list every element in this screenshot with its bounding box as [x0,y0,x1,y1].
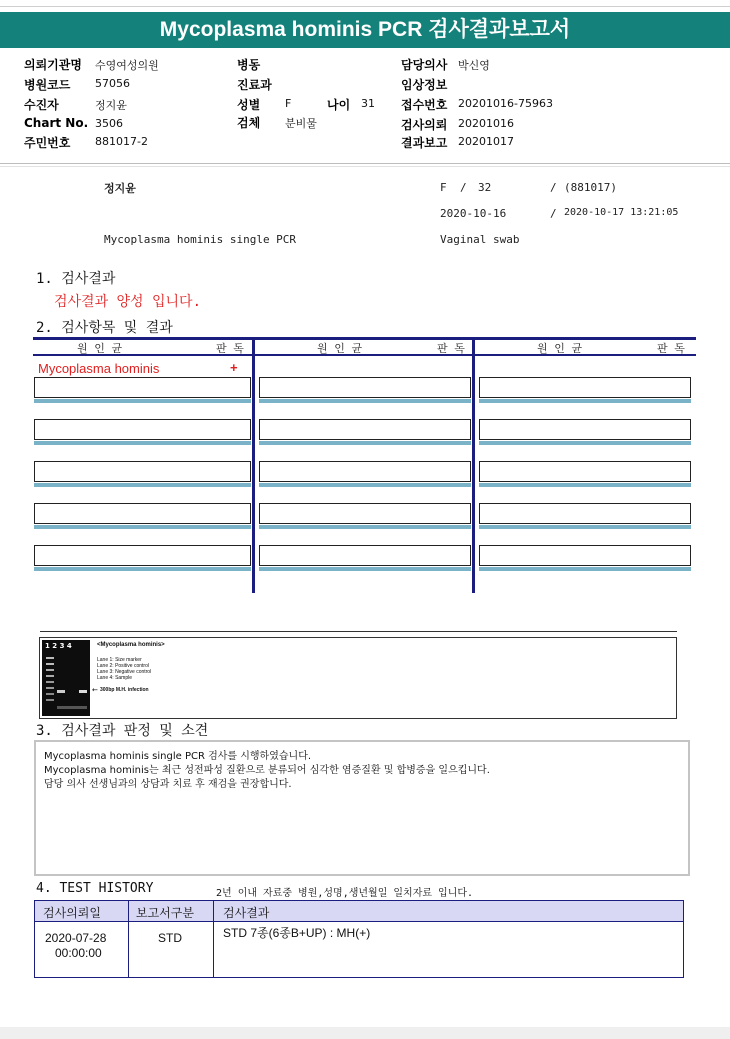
row-bar [479,399,691,403]
result-summary: 검사결과 양성 입니다. [54,294,202,310]
header-divider-2 [0,166,730,167]
row-bar [479,441,691,445]
footer-bar [0,1027,730,1039]
table-row [34,461,251,482]
hospital-code-label: 병원코드 [24,78,71,92]
history-note: 2년 이내 자료중 병원,성명,생년월일 일치자료 입니다. [216,888,474,899]
row-bar [259,441,471,445]
table-row [34,419,251,440]
pathogen-name: Mycoplasma hominis [38,361,160,376]
specimen-type: Vaginal swab [440,233,520,246]
gel-image-box [39,637,677,719]
row-bar [34,567,251,571]
request-date-value: 20201016 [458,117,514,130]
sex-value: F [285,97,292,110]
opinion-line-3: 담당 의사 선생님과의 상담과 치료 후 재검을 권장합니다. [44,779,292,790]
age-value: 31 [361,97,375,110]
receipt-no-value: 20201016-75963 [458,97,553,110]
ladder-band [46,669,54,671]
ladder-band [46,675,54,677]
ladder-band [46,687,54,689]
row-bar [34,399,251,403]
header-divider [0,163,730,164]
clinical-info-label: 임상정보 [401,78,448,92]
history-col-divider-2 [213,901,214,977]
gel-legend-lane-2: Lane 2: Positive control [97,663,149,669]
receipt-no-label: 접수번호 [401,98,448,112]
chart-no-value: 3506 [95,117,123,130]
results-table [33,337,696,595]
positive-band [57,690,65,693]
gel-frame-top-line [40,631,677,632]
hospital-value: 수영여성의원 [95,59,159,72]
table-row [259,503,471,524]
ladder-band [46,699,54,701]
table-row [479,545,691,566]
hospital-label: 의뢰기관명 [24,58,82,72]
table-row [259,377,471,398]
ladder-band [46,657,54,659]
col-header-pathogen-2: 원 인 균 [317,342,363,355]
header-info [0,52,730,160]
patient-label: 수진자 [24,98,59,112]
history-date: 2020-07-28 [45,931,107,945]
col-header-result-3: 판 독 [657,342,685,355]
history-header-row [34,900,684,922]
row-bar [34,525,251,529]
patient-name: 정지윤 [104,182,136,195]
row-bar [479,483,691,487]
table-row [34,503,251,524]
resident-no-label: 주민번호 [24,136,71,150]
slash-1: / [460,181,467,194]
col-header-pathogen-1: 원 인 균 [77,342,123,355]
gel-legend-lane-4: Lane 4: Sample [97,675,133,681]
history-header-date: 검사의뢰일 [43,906,101,920]
patient-value: 정지윤 [95,99,127,112]
column-divider-1 [252,337,255,593]
history-table [34,900,684,978]
primer-band [57,706,87,709]
pathogen-result: + [230,360,238,375]
slash-2: / [550,181,557,194]
table-row [479,503,691,524]
ladder-band [46,681,54,683]
table-top-rule [33,337,696,340]
table-row [259,461,471,482]
specimen-value: 분비물 [285,117,317,130]
report-datetime: 2020-10-17 13:21:05 [564,207,679,218]
table-header-rule [33,354,696,356]
section-1-title: 1. 검사결과 [36,271,116,287]
row-bar [479,567,691,571]
row-bar [259,567,471,571]
patient-age: 32 [478,181,492,194]
patient-sex: F [440,181,447,194]
ladder-band [46,693,54,695]
opinion-line-2: Mycoplasma hominis는 최근 성전파성 질환으로 분류되어 심각한 염증질환 및 합병증을 일으킵니다. [44,765,490,776]
column-divider-2 [472,337,475,593]
hospital-code-value: 57056 [95,77,130,90]
gel-legend-lane-3: Lane 3: Negative control [97,669,152,675]
row-bar [259,525,471,529]
history-time: 00:00:00 [55,946,102,960]
report-date-value: 20201017 [458,135,514,148]
table-row [34,377,251,398]
dept-label: 진료과 [237,78,272,92]
history-type: STD [158,931,182,945]
history-header-type: 보고서구분 [136,906,194,920]
gel-lane-numbers: 1 2 3 4 [45,642,72,650]
table-row [259,419,471,440]
row-bar [479,525,691,529]
doctor-value: 박신영 [458,59,490,72]
col-header-result-2: 판 독 [437,342,465,355]
row-bar [259,399,471,403]
ward-label: 병동 [237,58,261,72]
patient-birth: (881017) [564,181,617,194]
gel-legend-lane-1: Lane 1: Size marker [97,657,142,663]
section-4-title: 4. TEST HISTORY [36,881,154,896]
history-col-divider-1 [128,901,129,977]
request-date-label: 검사의뢰 [401,118,448,132]
row-bar [259,483,471,487]
table-row [34,545,251,566]
table-row [479,461,691,482]
opinion-box [34,740,690,876]
gel-legend-title: <Mycoplasma hominis> [97,642,165,648]
arrow-icon: ← [92,686,98,694]
col-header-pathogen-3: 원 인 균 [537,342,583,355]
report-title: Mycoplasma hominis PCR 검사결과보고서 [0,12,730,48]
table-row [479,377,691,398]
specimen-label: 검체 [237,116,261,130]
top-border [0,6,730,7]
history-result: STD 7종(6종B+UP) : MH(+) [223,926,371,940]
test-name: Mycoplasma hominis single PCR [104,233,297,246]
section-2-title: 2. 검사항목 및 결과 [36,320,173,336]
table-row [259,545,471,566]
col-header-result-1: 판 독 [216,342,244,355]
report-date-label: 결과보고 [401,136,448,150]
gel-image [42,640,90,716]
age-label: 나이 [327,98,351,112]
slash-3: / [550,207,557,220]
sample-band [79,690,87,693]
sex-label: 성별 [237,98,261,112]
chart-no-label: Chart No. [24,116,89,130]
section-3-title: 3. 검사결과 판정 및 소견 [36,723,209,739]
row-bar [34,441,251,445]
gel-annotation: 300bp M.H. infection [100,687,149,693]
table-row [479,419,691,440]
resident-no-value: 881017-2 [95,135,148,148]
history-header-result: 검사결과 [223,906,270,920]
opinion-line-1: Mycoplasma hominis single PCR 검사를 시행하였습니다. [44,751,312,762]
ladder-band [46,663,54,665]
receipt-date: 2020-10-16 [440,207,507,220]
doctor-label: 담당의사 [401,58,448,72]
row-bar [34,483,251,487]
